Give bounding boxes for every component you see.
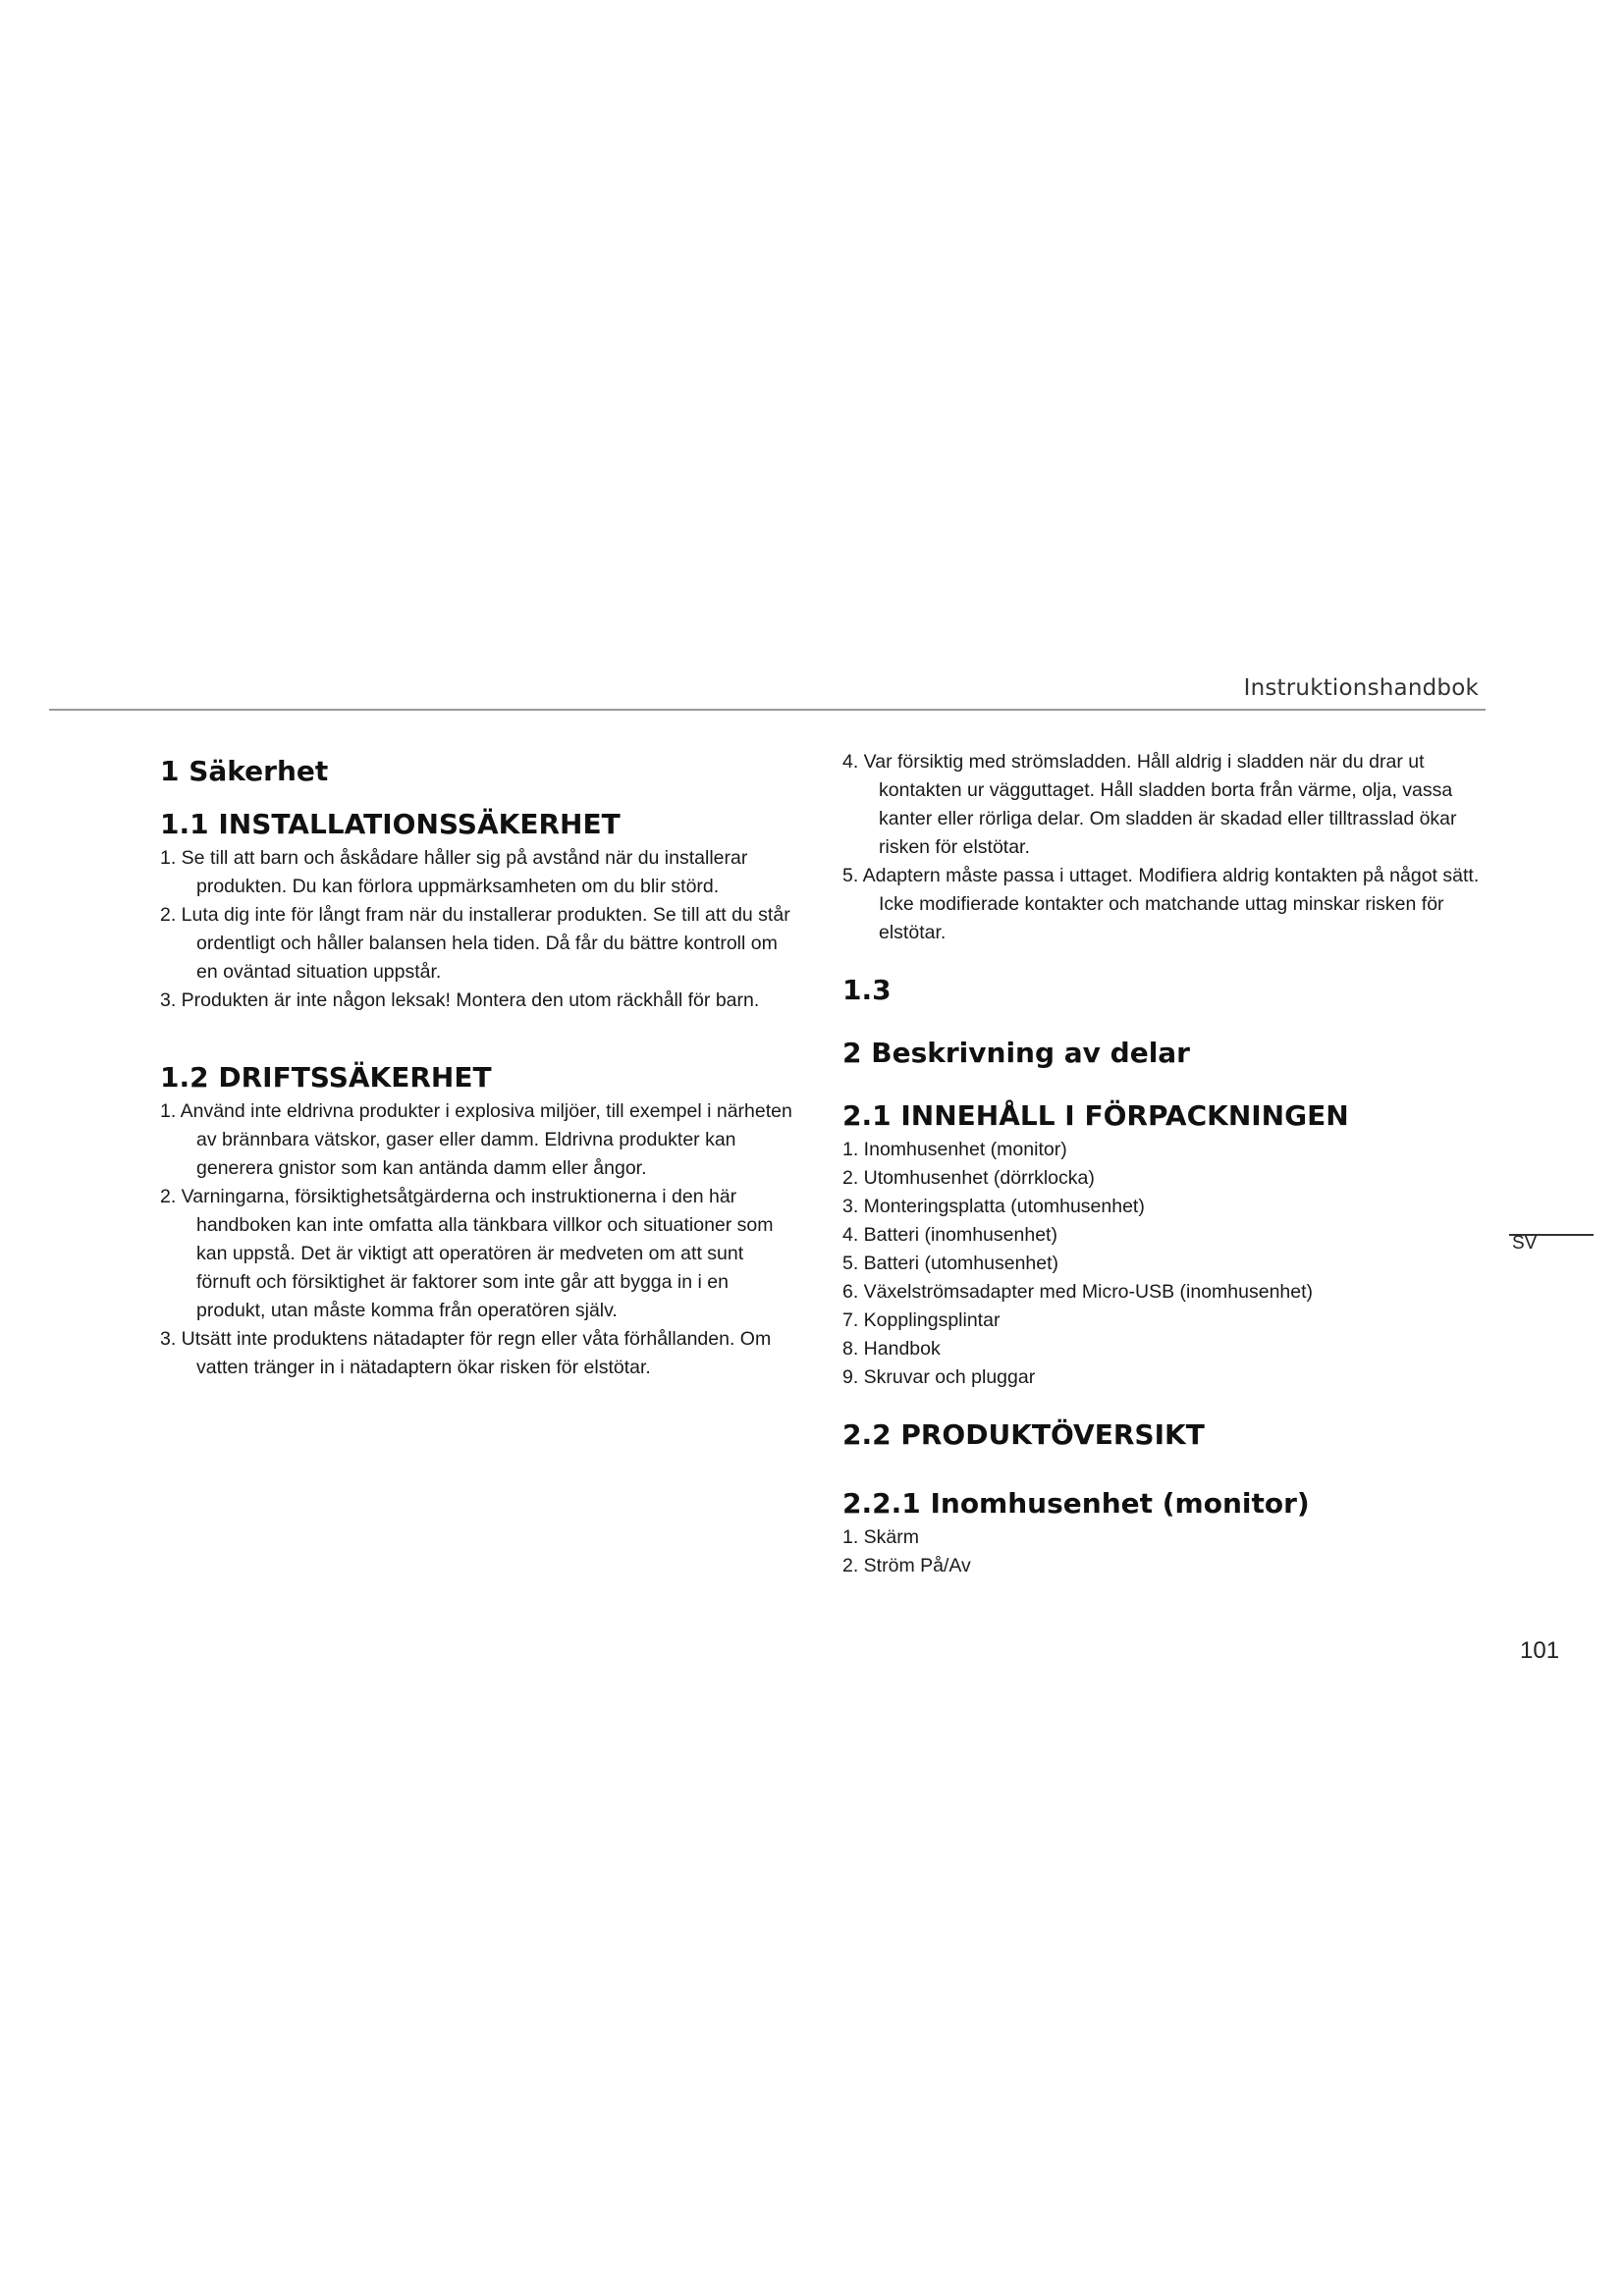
operation-safety-list-continued	[842, 748, 1481, 947]
list-item: 2. Utomhusenhet (dörrklocka)	[842, 1167, 1095, 1189]
section-1-1-heading: 1.1 INSTALLATIONSSÄKERHET	[160, 808, 621, 840]
right-column	[842, 748, 1481, 1580]
package-contents-list	[842, 1136, 1481, 1392]
list-item: 2. Luta dig inte för långt fram när du installerar produkten. Se till att du står ordentligt och håller balansen hela tiden. Då får du bättre kontroll om en oväntad situation uppstår.	[160, 904, 790, 983]
language-tab-label: SV	[1512, 1233, 1538, 1254]
list-item: 3. Monteringsplatta (utomhusenhet)	[842, 1196, 1145, 1217]
list-item: 6. Växelströmsadapter med Micro-USB (inomhusenhet)	[842, 1281, 1314, 1303]
section-1-heading: 1 Säkerhet	[160, 755, 329, 787]
page-number: 101	[1520, 1637, 1560, 1664]
list-item: 8. Handbok	[842, 1338, 941, 1360]
list-item: 3. Utsätt inte produktens nätadapter för regn eller våta förhållanden. Om vatten tränger in i nätadaptern ökar risken för elstötar.	[160, 1328, 772, 1378]
section-1-3-heading: 1.3	[842, 974, 892, 1006]
list-item: 2. Ström På/Av	[842, 1555, 971, 1576]
list-item: 1. Skärm	[842, 1526, 920, 1548]
list-item: 3. Produkten är inte någon leksak! Montera den utom räckhåll för barn.	[160, 989, 760, 1011]
list-item: 1. Använd inte eldrivna produkter i explosiva miljöer, till exempel i närheten av brännbara vätskor, gaser eller damm. Eldrivna produkter kan generera gnistor som kan antända damm eller ångor.	[160, 1100, 792, 1179]
installation-safety-list	[160, 844, 798, 1015]
section-2-2-heading: 2.2 PRODUKTÖVERSIKT	[842, 1418, 1205, 1451]
list-item: 1. Inomhusenhet (monitor)	[842, 1139, 1067, 1160]
header-divider	[49, 709, 1486, 711]
section-2-2-1-heading: 2.2.1 Inomhusenhet (monitor)	[842, 1487, 1310, 1520]
operation-safety-list	[160, 1097, 798, 1382]
section-1-2-heading: 1.2 DRIFTSSÄKERHET	[160, 1061, 492, 1094]
section-2-1-heading: 2.1 INNEHÅLL I FÖRPACKNINGEN	[842, 1099, 1349, 1132]
list-item: 1. Se till att barn och åskådare håller sig på avstånd när du installerar produkten. Du kan förlora uppmärksamheten om du blir störd.	[160, 847, 748, 897]
list-item: 9. Skruvar och pluggar	[842, 1366, 1036, 1388]
document-header-title: Instruktionshandbok	[1243, 675, 1479, 701]
list-item: 2. Varningarna, försiktighetsåtgärderna och instruktionerna i den här handboken kan inte omfatta alla tänkbara villkor och situationer som kan uppstå. Det är viktigt att operatören är medveten om att sunt förnuft och försiktighet är faktorer som inte går att bygga in i en produkt, utan måste komma från operatören själv.	[160, 1186, 774, 1321]
list-item: 5. Adaptern måste passa i uttaget. Modifiera aldrig kontakten på något sätt. Icke modifierade kontakter och matchande uttag minskar risken för elstötar.	[842, 865, 1480, 943]
list-item: 4. Var försiktig med strömsladden. Håll aldrig i sladden när du drar ut kontakten ur vägguttaget. Håll sladden borta från värme, olja, vassa kanter eller rörliga delar. Om sladden är skadad eller tilltrasslad ökar risken för elstötar.	[842, 751, 1457, 858]
list-item: 4. Batteri (inomhusenhet)	[842, 1224, 1057, 1246]
left-column	[160, 748, 798, 1382]
list-item: 5. Batteri (utomhusenhet)	[842, 1253, 1059, 1274]
section-2-heading: 2 Beskrivning av delar	[842, 1037, 1190, 1069]
list-item: 7. Kopplingsplintar	[842, 1309, 1001, 1331]
indoor-unit-parts-list	[842, 1523, 1481, 1580]
